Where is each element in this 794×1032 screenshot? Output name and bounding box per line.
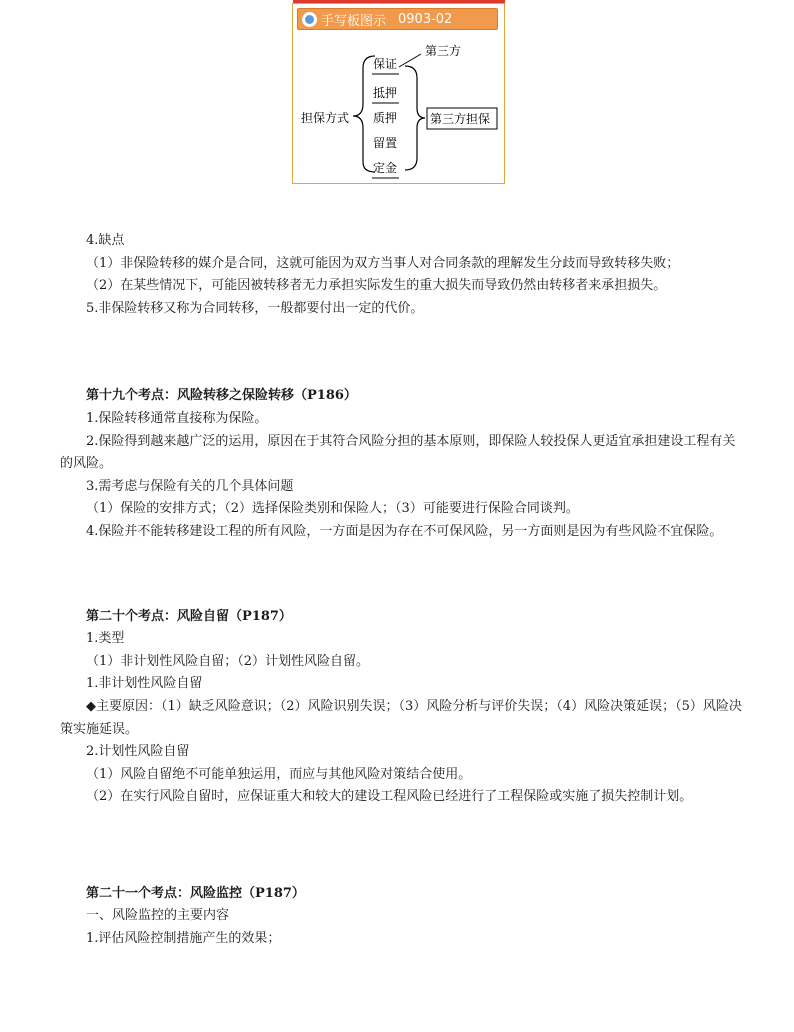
diagram-method-5: 定金 — [373, 161, 398, 175]
diagram-right-brace — [405, 66, 425, 170]
section-19-line: 4.保险并不能转移建设工程的所有风险，一方面是因为存在不可保风险，另一方面则是因为有些风险不宜保险。 — [86, 523, 723, 539]
section-21-line: 1.评估风险控制措施产生的效果； — [86, 931, 281, 947]
disadvantages-title: 4.缺点 — [86, 233, 125, 248]
spacer — [60, 320, 742, 385]
section-20-line: 1.类型 — [86, 631, 125, 647]
section-19-line: 3.需考虑与保险有关的几个具体问题 — [86, 478, 294, 494]
disadvantage-item-2: （2）在某些情况下，可能因被转移者无力承担实际发生的重大损失而导致仍然由转移者来承担损失。 — [86, 278, 667, 294]
guarantee-diagram — [293, 30, 504, 184]
figure-title: 手写板图示 — [321, 13, 387, 29]
section-20-line: ◆主要原因：（1）缺乏风险意识；（2）风险识别失误；（3）风险分析与评价失误；（4）风险决策延误；（5）风险决策实施延误。 — [60, 698, 742, 737]
non-insurance-transfer-note: 5.非保险转移又称为合同转移，一般都要付出一定的代价。 — [86, 300, 424, 316]
diagram-method-1: 保证 — [373, 57, 398, 71]
figure-logo-icon — [302, 12, 317, 27]
diagram-method-3: 质押 — [373, 111, 398, 125]
figure-title-bar — [297, 8, 498, 30]
diagram-left-brace — [353, 56, 375, 172]
spacer — [60, 809, 742, 883]
section-19-line: （1）保险的安排方式；（2）选择保险类别和保险人；（3）可能要进行保险合同谈判。 — [86, 501, 579, 517]
diagram-connector-third-party — [399, 54, 421, 67]
section-20-line: （2）在实行风险自留时，应保证重大和较大的建设工程风险已经进行了工程保险或实施了损失控制计划。 — [86, 789, 693, 805]
diagram-method-4: 留置 — [373, 136, 398, 150]
section-20-line: 1.非计划性风险自留 — [86, 676, 203, 692]
section-20-line: （1）非计划性风险自留；（2）计划性风险自留。 — [86, 653, 370, 669]
diagram-third-party-guarantee-label: 第三方担保 — [430, 112, 491, 126]
section-20-heading: 第二十个考点：风险自留（P187） — [86, 608, 292, 624]
section-19-line: 1.保险转移通常直接称为保险。 — [86, 410, 268, 426]
diagram-third-party-label: 第三方 — [425, 44, 462, 58]
handwriting-figure — [292, 3, 505, 184]
section-21-line: 一、风险监控的主要内容 — [86, 908, 230, 924]
spacer — [60, 544, 742, 606]
section-21-heading: 第二十一个考点：风险监控（P187） — [86, 885, 305, 901]
section-20-line: 2.计划性风险自留 — [86, 744, 190, 760]
section-19-heading: 第十九个考点：风险转移之保险转移（P186） — [86, 388, 357, 404]
section-19-line: 2.保险得到越来越广泛的运用，原因在于其符合风险分担的基本原则，即保险人较投保人更适宜承担建设工程有关的风险。 — [60, 433, 736, 472]
section-20-line: （1）风险自留绝不可能单独运用，而应与其他风险对策结合使用。 — [86, 766, 472, 782]
document-body — [60, 230, 742, 951]
diagram-method-2: 抵押 — [373, 86, 398, 100]
disadvantage-item-1: （1）非保险转移的媒介是合同，这就可能因为双方当事人对合同条款的理解发生分歧而导致转移失败； — [86, 255, 680, 271]
diagram-root-label: 担保方式 — [301, 111, 350, 125]
figure-code: 0903-02 — [398, 11, 453, 27]
